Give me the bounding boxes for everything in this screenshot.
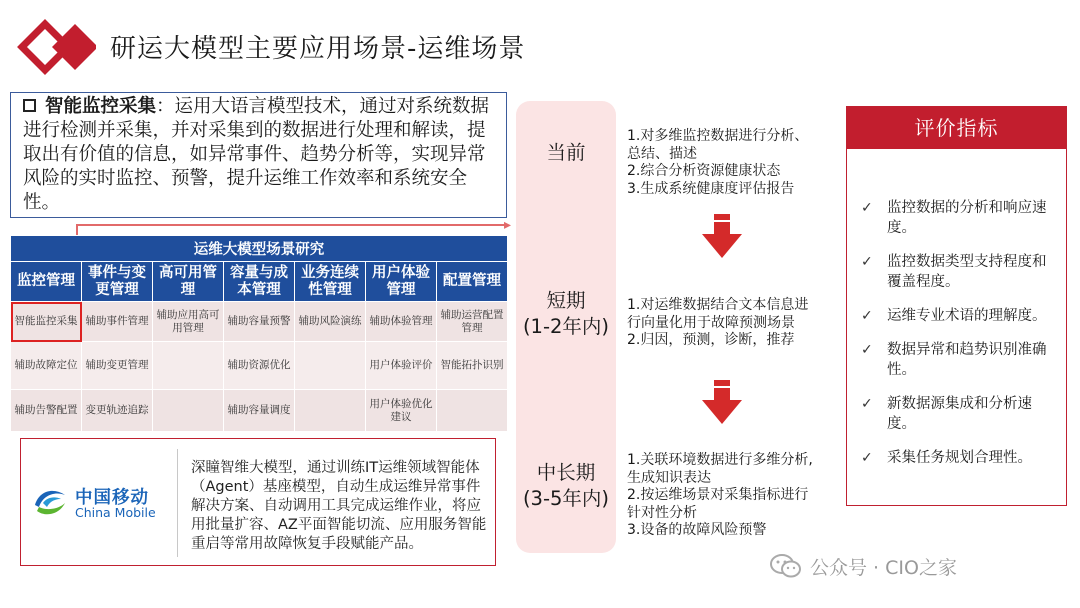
detail-line: 2.综合分析资源健康状态 xyxy=(627,163,781,179)
detail-short-term xyxy=(627,297,808,350)
detail-line: 2.归因，预测，诊断，推荐 xyxy=(627,332,795,348)
evaluation-item-text: 监控数据的分析和响应速度。 xyxy=(887,200,1047,236)
connector-arrow-icon: ▸ xyxy=(504,217,512,233)
matrix-cell: 辅助运营配置管理 xyxy=(437,302,508,342)
phase-long-term xyxy=(516,460,616,512)
check-icon: ✓ xyxy=(861,396,873,412)
matrix-col-header: 用户体验管理 xyxy=(366,262,437,302)
evaluation-title: 评价指标 xyxy=(847,107,1066,149)
intro-description xyxy=(10,92,507,218)
watermark xyxy=(770,551,957,581)
evaluation-item xyxy=(861,448,1058,468)
check-icon: ✓ xyxy=(861,308,873,324)
matrix-cell: 辅助容量调度 xyxy=(224,390,295,432)
evaluation-panel xyxy=(846,106,1067,506)
check-icon: ✓ xyxy=(861,342,873,358)
matrix-col-header: 高可用管理 xyxy=(153,262,224,302)
evaluation-item xyxy=(861,394,1058,434)
matrix-col-header: 业务连续性管理 xyxy=(295,262,366,302)
evaluation-item-text: 数据异常和趋势识别准确性。 xyxy=(887,342,1047,378)
detail-line: 总结、描述 xyxy=(627,145,697,162)
matrix-title: 运维大模型场景研究 xyxy=(11,236,508,262)
evaluation-item-text: 监控数据类型支持程度和覆盖程度。 xyxy=(887,254,1047,290)
matrix-cell xyxy=(295,390,366,432)
matrix-cell: 辅助告警配置 xyxy=(11,390,82,432)
diamond-logo-icon xyxy=(16,18,96,76)
matrix-cell: 用户体验优化建议 xyxy=(366,390,437,432)
wechat-icon xyxy=(770,553,802,579)
china-mobile-name-en: China Mobile xyxy=(75,505,156,520)
matrix-cell: 变更轨迹追踪 xyxy=(82,390,153,432)
evaluation-item xyxy=(861,306,1058,326)
evaluation-item-text: 采集任务规划合理性。 xyxy=(887,450,1032,466)
detail-line: 3.设备的故障风险预警 xyxy=(627,522,767,538)
matrix-cell-selected: 智能监控采集 xyxy=(11,302,82,342)
detail-line: 生成知识表达 xyxy=(627,469,711,486)
matrix-cell: 用户体验评价 xyxy=(366,342,437,390)
connector-line xyxy=(76,224,506,226)
evaluation-item xyxy=(861,198,1058,238)
divider xyxy=(177,449,178,557)
matrix-cell: 辅助资源优化 xyxy=(224,342,295,390)
matrix-cell: 辅助故障定位 xyxy=(11,342,82,390)
down-arrow-icon xyxy=(702,214,742,258)
matrix-cell xyxy=(437,390,508,432)
detail-line: 1.对运维数据结合文本信息进 xyxy=(627,297,809,313)
matrix-cell: 辅助应用高可用管理 xyxy=(153,302,224,342)
matrix-col-header: 监控管理 xyxy=(11,262,82,302)
scenario-matrix xyxy=(10,235,508,432)
phase-short-term xyxy=(516,288,616,340)
matrix-cell: 辅助体验管理 xyxy=(366,302,437,342)
phase-sub: (1-2年内) xyxy=(522,315,610,338)
matrix-col-header: 容量与成本管理 xyxy=(224,262,295,302)
phase-sub: (3-5年内) xyxy=(522,487,610,510)
page-title: 研运大模型主要应用场景-运维场景 xyxy=(110,34,526,64)
check-icon: ✓ xyxy=(861,254,873,270)
china-mobile-logo xyxy=(31,483,171,523)
checkbox-icon xyxy=(23,99,36,112)
matrix-cell: 辅助变更管理 xyxy=(82,342,153,390)
matrix-cell: 辅助事件管理 xyxy=(82,302,153,342)
detail-line: 1.对多维监控数据进行分析、 xyxy=(627,128,809,144)
matrix-col-header: 配置管理 xyxy=(437,262,508,302)
evaluation-item xyxy=(861,340,1058,380)
evaluation-list xyxy=(847,149,1066,468)
phase-current xyxy=(516,140,616,166)
matrix-row xyxy=(11,302,508,342)
phase-label: 短期 xyxy=(546,289,586,312)
detail-long-term xyxy=(627,452,813,540)
matrix-cell xyxy=(295,342,366,390)
intro-heading: 智能监控采集 xyxy=(45,96,157,117)
detail-line: 3.生成系统健康度评估报告 xyxy=(627,180,795,197)
matrix-cell xyxy=(153,342,224,390)
china-mobile-description: 深瞳智维大模型，通过训练IT运维领域智能体（Agent）基座模型，自动生成运维异常事件解决方案、自动调用工具完成运维作业，将应用批量扩容、AZ平面智能切流、应用服务智能重启等常用故障恢复手段赋能产品。 xyxy=(191,460,487,552)
evaluation-item-text: 新数据源集成和分析速度。 xyxy=(887,396,1032,432)
matrix-col-header: 事件与变更管理 xyxy=(82,262,153,302)
detail-line: 1.关联环境数据进行多维分析, xyxy=(627,452,813,468)
evaluation-item xyxy=(861,252,1058,292)
china-mobile-name-cn: 中国移动 xyxy=(75,488,149,508)
phase-label: 当前 xyxy=(546,141,586,164)
check-icon: ✓ xyxy=(861,450,873,466)
intro-text: ：运用大语言模型技术，通过对系统数据进行检测并采集，并对采集到的数据进行处理和解读，提取出有价值的信息，如异常事件、趋势分析等，实现异常风险的实时监控、预警，提升运维工作效率和系统安全性。 xyxy=(23,96,490,213)
phase-label: 中长期 xyxy=(536,461,596,484)
matrix-cell xyxy=(153,390,224,432)
check-icon: ✓ xyxy=(861,200,873,216)
matrix-cell: 辅助风险演练 xyxy=(295,302,366,342)
china-mobile-logo-icon xyxy=(31,483,69,521)
matrix-header-row xyxy=(11,262,508,302)
china-mobile-case xyxy=(20,438,496,566)
detail-current xyxy=(627,128,808,198)
matrix-row xyxy=(11,390,508,432)
matrix-row xyxy=(11,342,508,390)
detail-line: 针对性分析 xyxy=(627,504,697,521)
watermark-text: 公众号 · CIO之家 xyxy=(810,556,957,579)
detail-line: 2.按运维场景对采集指标进行 xyxy=(627,487,809,503)
matrix-cell: 辅助容量预警 xyxy=(224,302,295,342)
down-arrow-icon xyxy=(702,380,742,424)
detail-line: 行向量化用于故障预测场景 xyxy=(627,314,795,331)
evaluation-item-text: 运维专业术语的理解度。 xyxy=(887,308,1047,324)
matrix-cell: 智能拓扑识别 xyxy=(437,342,508,390)
